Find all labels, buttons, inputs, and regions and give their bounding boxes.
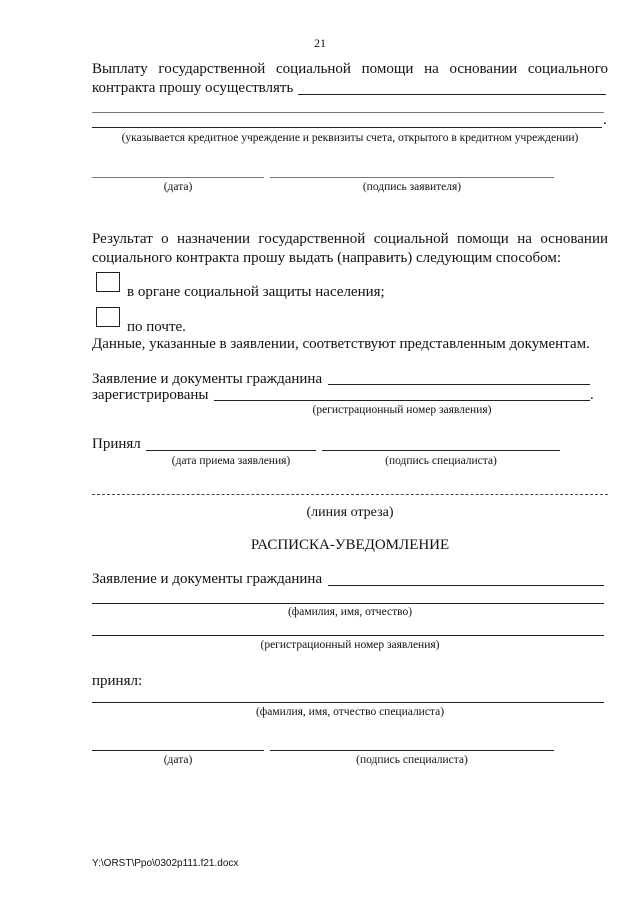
applicant-signature-field[interactable] bbox=[270, 177, 554, 178]
result-text-line1: Результат о назначении государственной социальной помощи на основании bbox=[92, 231, 608, 247]
page-number: 21 bbox=[314, 36, 326, 50]
accepted-label: Принял bbox=[92, 436, 141, 452]
receipt-fio-caption: (фамилия, имя, отчество) bbox=[287, 606, 413, 618]
option-post-label: по почте. bbox=[127, 319, 186, 335]
receipt-title: РАСПИСКА-УВЕДОМЛЕНИЕ bbox=[250, 537, 450, 553]
accepted-signature-field[interactable] bbox=[322, 450, 560, 451]
receipt-specialist-field[interactable] bbox=[92, 702, 604, 703]
option-social-protection-checkbox[interactable] bbox=[96, 272, 120, 292]
result-text-line2: социального контракта прошу выдать (направить) следующим способом: bbox=[92, 250, 562, 266]
receipt-signature-field[interactable] bbox=[270, 750, 554, 751]
data-statement: Данные, указанные в заявлении, соответствуют представленным документам. bbox=[92, 336, 590, 352]
applicant-signature-caption: (подпись заявителя) bbox=[362, 181, 462, 193]
registration-caption: (регистрационный номер заявления) bbox=[312, 404, 492, 416]
payment-account-field[interactable] bbox=[298, 94, 606, 95]
registration-citizen-field[interactable] bbox=[328, 384, 590, 385]
payment-account-field-2[interactable] bbox=[92, 112, 604, 113]
accepted-date-caption: (дата приема заявления) bbox=[171, 455, 291, 467]
receipt-date-field[interactable] bbox=[92, 750, 264, 751]
receipt-citizen-field[interactable] bbox=[328, 585, 604, 586]
receipt-accepted-label: принял: bbox=[92, 673, 143, 689]
registration-line1: Заявление и документы гражданина bbox=[92, 371, 323, 387]
accepted-date-field[interactable] bbox=[146, 450, 316, 451]
receipt-reg-field[interactable] bbox=[92, 635, 604, 636]
applicant-date-field[interactable] bbox=[92, 177, 264, 178]
registration-number-field[interactable] bbox=[214, 400, 590, 401]
payment-period: . bbox=[603, 112, 607, 128]
accepted-signature-caption: (подпись специалиста) bbox=[385, 455, 497, 467]
cut-line-label: (линия отреза) bbox=[306, 505, 394, 520]
payment-text-line1: Выплату государственной социальной помощи на основании социального bbox=[92, 61, 608, 77]
registration-line2: зарегистрированы bbox=[92, 387, 209, 403]
bank-caption: (указывается кредитное учреждение и реквизиты счета, открытого в кредитном учреждении) bbox=[121, 132, 579, 144]
cut-line-divider bbox=[92, 494, 608, 495]
receipt-date-caption: (дата) bbox=[163, 754, 193, 766]
receipt-specialist-caption: (фамилия, имя, отчество специалиста) bbox=[255, 706, 445, 718]
footer-file-path: Y:\ORST\Ppo\0302p111.f21.docx bbox=[92, 858, 239, 869]
receipt-reg-caption: (регистрационный номер заявления) bbox=[260, 639, 440, 651]
payment-account-field-3[interactable] bbox=[92, 127, 602, 128]
option-social-protection-label: в органе социальной защиты населения; bbox=[127, 284, 385, 300]
receipt-signature-caption: (подпись специалиста) bbox=[356, 754, 468, 766]
registration-period: . bbox=[590, 387, 594, 403]
payment-text-line2: контракта прошу осуществлять bbox=[92, 80, 294, 96]
receipt-citizen-field-2[interactable] bbox=[92, 603, 604, 604]
receipt-line1: Заявление и документы гражданина bbox=[92, 571, 323, 587]
applicant-date-caption: (дата) bbox=[163, 181, 193, 193]
option-post-checkbox[interactable] bbox=[96, 307, 120, 327]
